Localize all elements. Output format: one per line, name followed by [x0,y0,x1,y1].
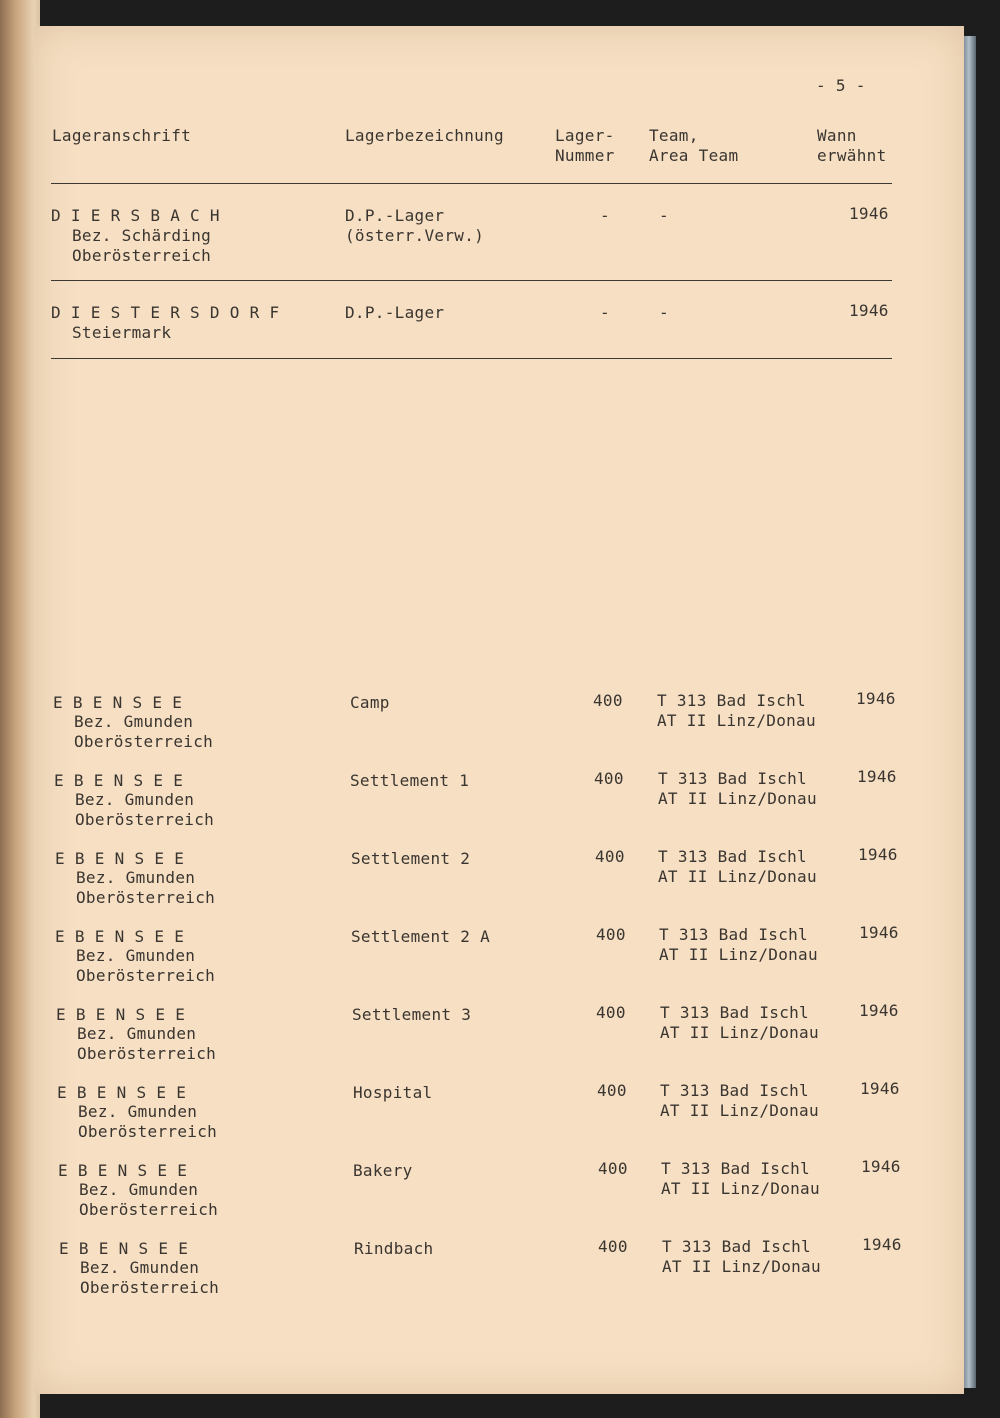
place-address: Bez. Gmunden Oberösterreich [75,790,215,829]
place-name: E B E N S E E [54,771,184,790]
document-page [34,26,964,1394]
camp-number: 400 [596,925,626,944]
camp-designation: Bakery [353,1161,413,1180]
camp-year: 1946 [849,301,889,320]
place-name: D I E R S B A C H [51,206,220,225]
camp-team: - [659,206,669,225]
camp-number: 400 [596,1003,626,1022]
camp-year: 1946 [849,204,889,223]
place-address: Bez. Gmunden Oberösterreich [79,1180,219,1219]
header-address: Lageranschrift [52,126,192,145]
place-address: Bez. Gmunden Oberösterreich [74,712,214,751]
camp-number: 400 [598,1237,628,1256]
camp-year: 1946 [861,1157,901,1176]
camp-year: 1946 [862,1235,902,1254]
place-name: E B E N S E E [55,927,185,946]
place-address: Bez. Schärding Oberösterreich [72,226,212,265]
camp-team: T 313 Bad Ischl AT II Linz/Donau [661,1159,820,1198]
camp-number: 400 [597,1081,627,1100]
camp-number: - [600,303,610,322]
place-name: E B E N S E E [55,849,185,868]
camp-team: T 313 Bad Ischl AT II Linz/Donau [658,769,817,808]
camp-team: T 313 Bad Ischl AT II Linz/Donau [660,1081,819,1120]
place-address: Bez. Gmunden Oberösterreich [76,868,216,907]
table-row [34,767,964,837]
camp-year: 1946 [857,767,897,786]
camp-year: 1946 [858,845,898,864]
place-address: Steiermark [72,323,172,342]
camp-designation: Camp [350,693,390,712]
camp-designation: Settlement 2 [351,849,471,868]
place-name: E B E N S E E [56,1005,186,1024]
row-rule [51,280,892,281]
header-when: Wann erwähnt [817,126,887,165]
camp-designation: Hospital [353,1083,433,1102]
header-team: Team, Area Team [649,126,739,165]
table-row [34,1235,964,1305]
table-row [34,689,964,759]
table-row [34,1079,964,1149]
camp-year: 1946 [859,923,899,942]
camp-number: - [600,206,610,225]
place-address: Bez. Gmunden Oberösterreich [77,1024,217,1063]
camp-designation: Settlement 3 [352,1005,472,1024]
table-row [34,1001,964,1071]
table-row [34,845,964,915]
table-row [34,303,964,369]
camp-year: 1946 [856,689,896,708]
place-name: E B E N S E E [57,1083,187,1102]
camp-team: T 313 Bad Ischl AT II Linz/Donau [660,1003,819,1042]
place-name: E B E N S E E [59,1239,189,1258]
camp-number: 400 [598,1159,628,1178]
place-name: E B E N S E E [53,693,183,712]
header-rule [51,183,892,184]
camp-designation: D.P.-Lager [345,303,445,322]
row-rule [51,358,892,359]
header-designation: Lagerbezeichnung [345,126,504,145]
table-row [34,1157,964,1227]
place-address: Bez. Gmunden Oberösterreich [80,1258,220,1297]
camp-designation: Settlement 1 [350,771,470,790]
place-address: Bez. Gmunden Oberösterreich [76,946,216,985]
camp-number: 400 [593,691,623,710]
camp-team: T 313 Bad Ischl AT II Linz/Donau [657,691,816,730]
page-number: - 5 - [816,76,866,95]
camp-designation: D.P.-Lager (österr.Verw.) [345,206,485,245]
camp-year: 1946 [859,1001,899,1020]
place-name: E B E N S E E [58,1161,188,1180]
camp-number: 400 [595,847,625,866]
place-name: D I E S T E R S D O R F [51,303,280,322]
camp-designation: Rindbach [354,1239,434,1258]
camp-team: T 313 Bad Ischl AT II Linz/Donau [659,925,818,964]
header-number: Lager- Nummer [555,126,615,165]
binding-edge [962,36,976,1388]
table-row [34,206,964,272]
camp-year: 1946 [860,1079,900,1098]
camp-team: - [659,303,669,322]
place-address: Bez. Gmunden Oberösterreich [78,1102,218,1141]
camp-designation: Settlement 2 A [351,927,491,946]
table-row [34,923,964,993]
camp-team: T 313 Bad Ischl AT II Linz/Donau [658,847,817,886]
camp-number: 400 [594,769,624,788]
camp-team: T 313 Bad Ischl AT II Linz/Donau [662,1237,821,1276]
